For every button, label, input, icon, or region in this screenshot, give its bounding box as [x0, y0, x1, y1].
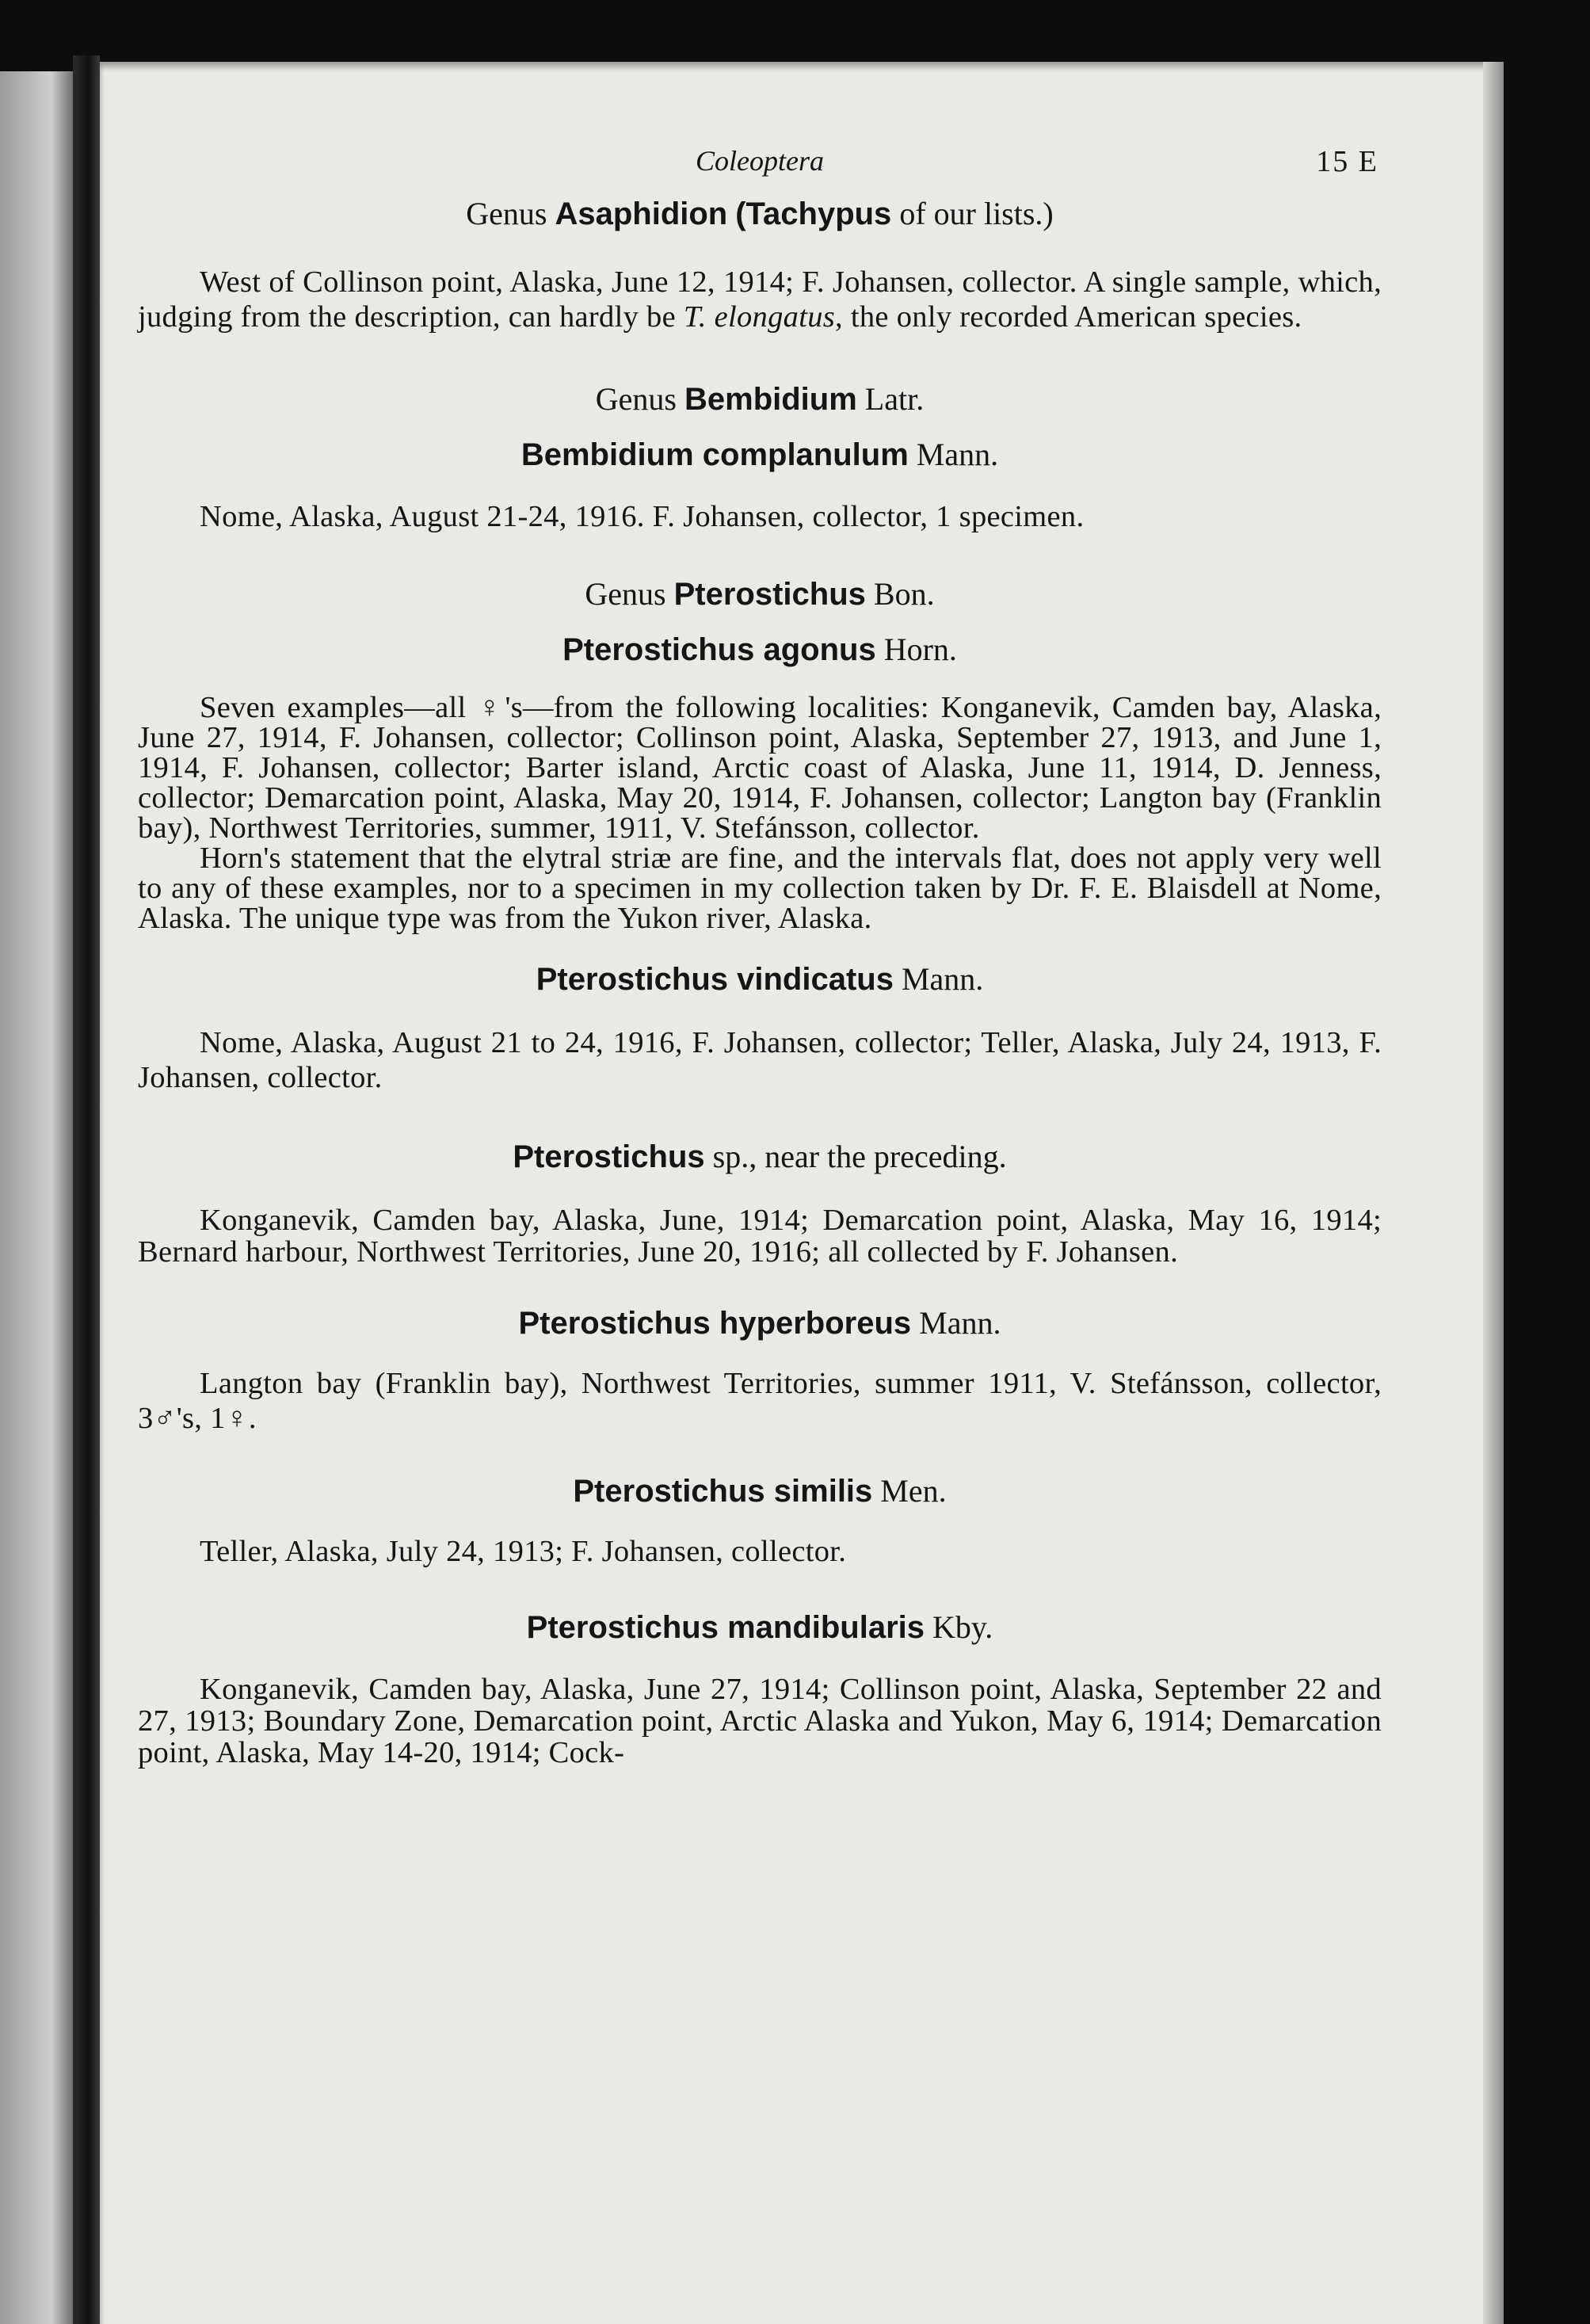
genus-pterostichus-heading	[138, 575, 1382, 613]
similis-record: Teller, Alaska, July 24, 1913; F. Johansen, collector.	[200, 1535, 847, 1568]
running-head	[138, 144, 1382, 189]
genus-name: Bembidium	[684, 382, 857, 417]
species-name: Bembidium complanulum	[520, 437, 909, 472]
genus-author: Latr.	[856, 381, 925, 417]
facing-page-edge	[0, 71, 73, 2324]
page-content	[138, 144, 1382, 1769]
asaphidion-record	[138, 265, 1382, 334]
agonus-record: Seven examples—all ♀'s—from the following localities: Konganevik, Camden bay, Alaska, June 27, 1914, F. Johansen, collector; Collinson point, Alaska, September 27, 1913, and June 1, 1914, F. Johansen, collector; Barter island, Arctic coast of Alaska, June 11, 1914, D. Jenness, collector; Demarcation point, Alaska, May 20, 1914, F. Johansen, collector; Langton bay (Franklin bay), Northwest Territories, summer, 1911, V. Stefánsson, collector.	[138, 691, 1382, 845]
species-name: Pterostichus agonus	[562, 632, 876, 667]
genus-name: Asaphidion	[555, 197, 728, 231]
species-vindicatus-heading	[138, 960, 1382, 998]
genus-label: Genus	[595, 381, 684, 417]
species-agonus-heading	[138, 631, 1382, 669]
genus-name: Pterostichus	[673, 577, 866, 612]
genus-alt-note: of our lists.)	[891, 196, 1054, 231]
genus-label: Genus	[466, 196, 555, 231]
running-head-title: Coleoptera	[696, 145, 824, 177]
hyperboreus-record: Langton bay (Franklin bay), Northwest Territories, summer 1911, V. Stefánsson, collector, 3♂'s, 1♀.	[138, 1367, 1382, 1435]
species-hyperboreus-heading	[138, 1304, 1382, 1342]
species-author: Mann.	[893, 961, 984, 997]
species-mandibularis-heading	[138, 1608, 1382, 1647]
vindicatus-record: Nome, Alaska, August 21 to 24, 1916, F. Johansen, collector; Teller, Alaska, July 24, 1913, F. Johansen, collector.	[138, 1026, 1382, 1094]
record-text: West of Collinson point, Alaska, June 12, 1914; F. Johansen, collector. A single sample, which, judging from the description, can hardly be	[138, 265, 1382, 334]
genus-author: Bon.	[865, 576, 935, 612]
complanulum-record: Nome, Alaska, August 21-24, 1916. F. Johansen, collector, 1 specimen.	[200, 500, 1085, 533]
species-name: Pterostichus similis	[573, 1474, 873, 1509]
species-author: Mann.	[911, 1305, 1001, 1341]
species-name: Pterostichus vindicatus	[536, 962, 894, 997]
species-name: Pterostichus	[513, 1139, 705, 1174]
genus-asaphidion-heading	[138, 195, 1382, 233]
species-italic: T. elongatus	[683, 300, 836, 334]
species-author: Mann.	[908, 437, 999, 472]
species-author: Horn.	[875, 632, 957, 667]
genus-label: Genus	[585, 576, 674, 612]
book-gutter	[73, 55, 100, 2324]
species-complanulum-heading	[138, 436, 1382, 474]
species-author: Men.	[872, 1473, 947, 1509]
agonus-note: Horn's statement that the elytral striæ are fine, and the intervals flat, does not apply very well to any of these examples, nor to a specimen in my collection taken by Dr. F. E. Blaisdell at Nome, Alaska. The unique type was from the Yukon river, Alaska.	[138, 841, 1382, 935]
genus-bembidium-heading	[138, 380, 1382, 418]
species-author: Kby.	[925, 1609, 993, 1645]
sp-record: Konganevik, Camden bay, Alaska, June, 1914; Demarcation point, Alaska, May 16, 1914; Bernard harbour, Northwest Territories, June 20, 1916; all collected by F. Johansen.	[138, 1204, 1382, 1269]
record-text: , the only recorded American species.	[835, 300, 1302, 334]
species-name: Pterostichus mandibularis	[526, 1610, 925, 1645]
mandibularis-record: Konganevik, Camden bay, Alaska, June 27, 1914; Collinson point, Alaska, September 22 and 27, 1913; Boundary Zone, Demarcation point, Arctic Alaska and Yukon, May 6, 1914; Demarcation point, Alaska, May 14-20, 1914; Cock-	[138, 1673, 1382, 1769]
species-name: Pterostichus hyperboreus	[518, 1306, 912, 1341]
page-number: 15 E	[1316, 145, 1378, 178]
species-similis-heading	[138, 1472, 1382, 1510]
page-edge-shadow	[1483, 62, 1504, 2324]
species-sp-heading	[138, 1138, 1382, 1176]
genus-alt-name: (Tachypus	[735, 197, 892, 231]
species-note: sp., near the preceding.	[704, 1139, 1007, 1174]
